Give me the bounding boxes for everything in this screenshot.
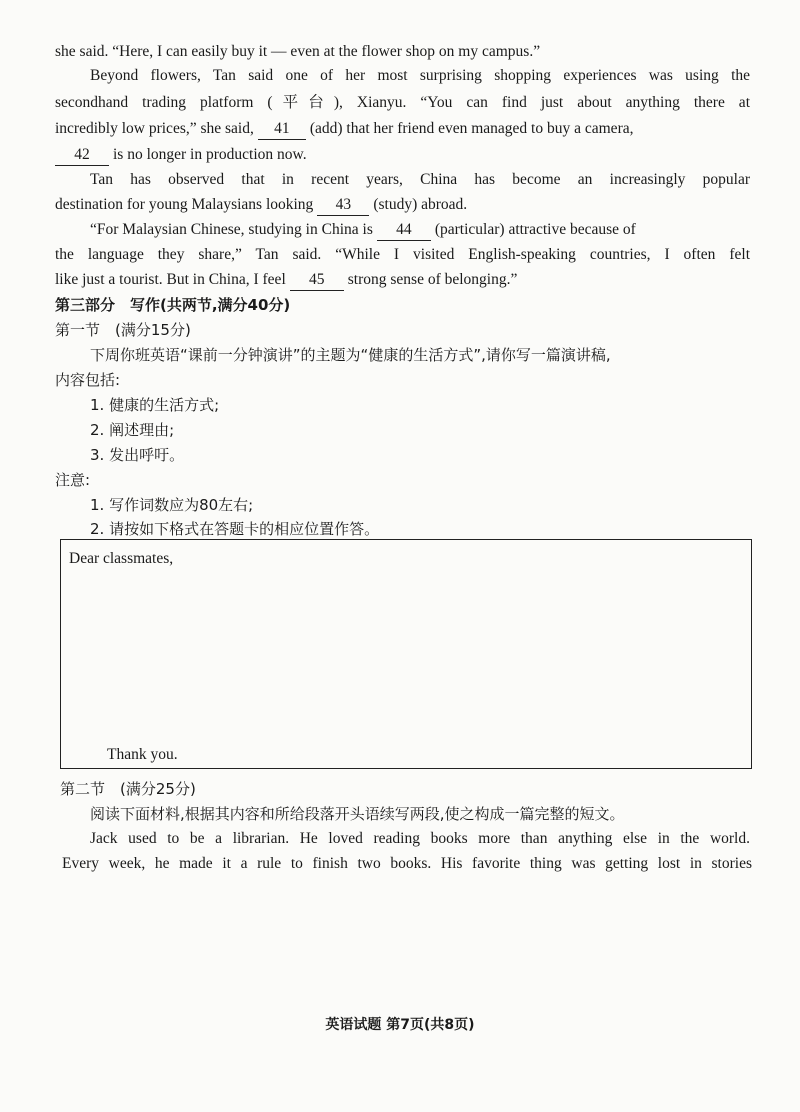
passage-line: Beyond flowers, Tan said one of her most surprising shopping experiences was using the [90, 67, 750, 84]
text-segment: like just a tourist. But in China, I feel [55, 271, 286, 288]
text-segment: (study) abroad. [373, 196, 468, 213]
text-segment: “For Malaysian Chinese, studying in China is [90, 221, 373, 238]
blank-41[interactable]: 41 [258, 119, 306, 140]
content-item: 3. 发出呼吁。 [90, 446, 185, 464]
story-line: Every week, he made it a rule to finish two books. His favorite thing was getting lost in stories [62, 855, 752, 872]
writing-prompt: 下周你班英语“课前一分钟演讲”的主题为“健康的生活方式”,请你写一篇演讲稿, [90, 346, 611, 364]
passage-line: secondhand trading platform (平台), Xianyu. “You can find just about anything there at [55, 94, 750, 111]
passage-line [55, 193, 750, 217]
section1-heading: 第一节 (满分15分) [55, 321, 191, 339]
box-closing: Thank you. [107, 746, 178, 763]
passage-line: Tan has observed that in recent years, China has become an increasingly popular [90, 171, 750, 188]
answer-format-box [60, 539, 752, 769]
passage-line [55, 143, 750, 167]
blank-42[interactable]: 42 [55, 145, 109, 166]
box-greeting: Dear classmates, [69, 550, 174, 567]
story-line: Jack used to be a librarian. He loved reading books more than anything else in the world. [90, 830, 750, 847]
passage-line [55, 268, 750, 292]
text-segment: destination for young Malaysians looking [55, 196, 314, 213]
passage-line: the language they share,” Tan said. “While I visited English-speaking countries, I often felt [55, 246, 750, 263]
passage-line [90, 218, 750, 242]
writing-prompt: 内容包括: [55, 371, 121, 389]
section2-heading: 第二节 (满分25分) [60, 780, 196, 798]
note-item: 1. 写作词数应为80左右; [90, 496, 254, 514]
passage-line: she said. “Here, I can easily buy it — even at the flower shop on my campus.” [55, 43, 541, 60]
blank-45[interactable]: 45 [290, 270, 344, 291]
text-segment: is no longer in production now. [113, 146, 307, 163]
content-item: 2. 阐述理由; [90, 421, 175, 439]
part3-heading: 第三部分 写作(共两节,满分40分) [55, 296, 291, 314]
continuation-prompt: 阅读下面材料,根据其内容和所给段落开头语续写两段,使之构成一篇完整的短文。 [90, 805, 625, 823]
content-item: 1. 健康的生活方式; [90, 396, 220, 414]
passage-line [55, 117, 750, 141]
text-segment: strong sense of belonging.” [347, 271, 518, 288]
blank-44[interactable]: 44 [377, 220, 431, 241]
text-segment: (particular) attractive because of [434, 221, 636, 238]
text-segment: (add) that her friend even managed to buy a camera, [309, 120, 634, 137]
text-segment: incredibly low prices,” she said, [55, 120, 254, 137]
blank-43[interactable]: 43 [317, 195, 369, 216]
page-footer: 英语试题 第7页(共8页) [325, 1017, 475, 1033]
note-label: 注意: [55, 471, 91, 489]
note-item: 2. 请按如下格式在答题卡的相应位置作答。 [90, 520, 380, 538]
